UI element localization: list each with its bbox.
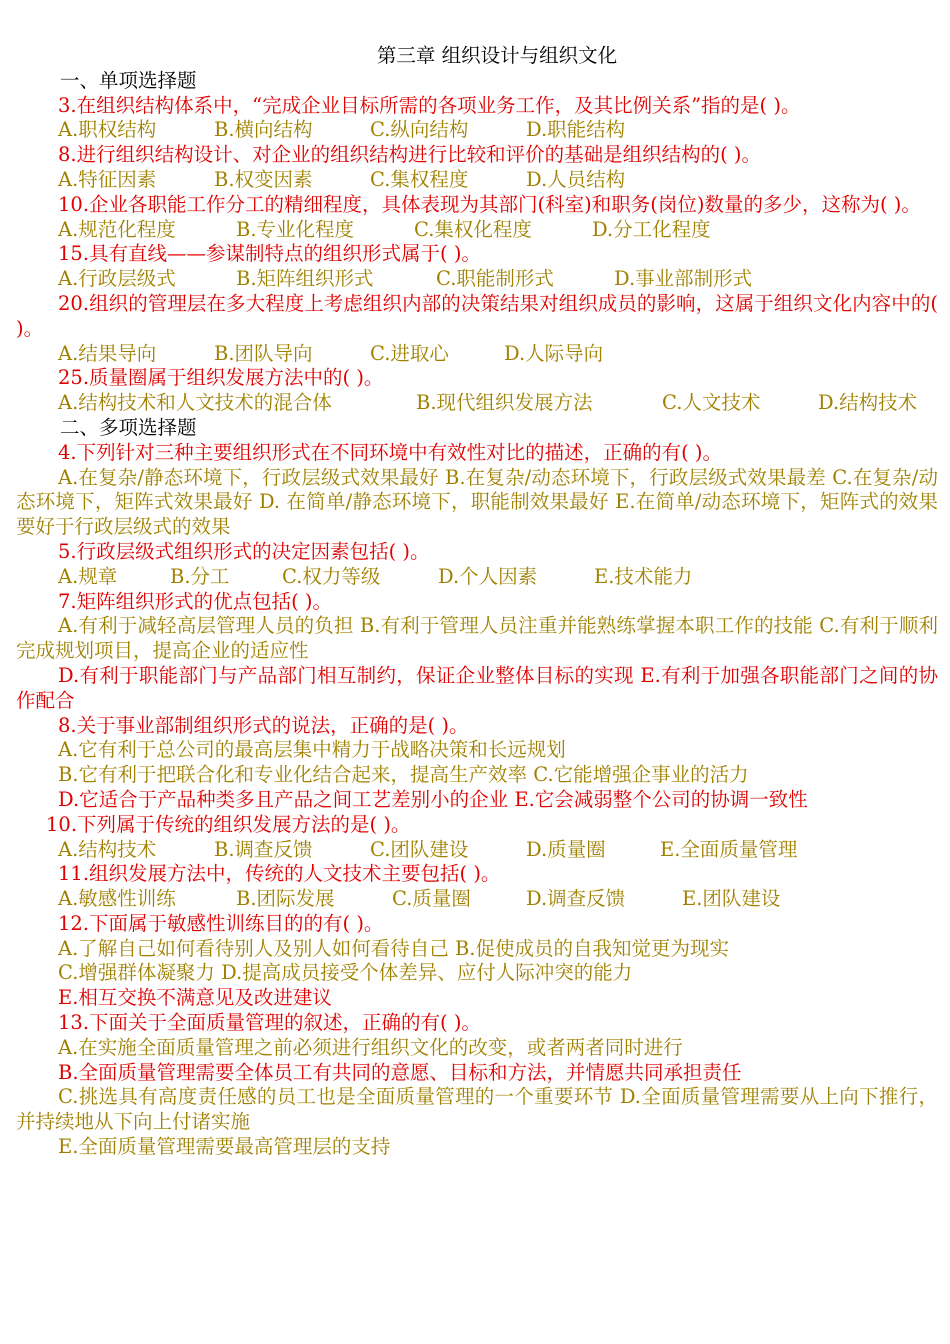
option: A.结构技术	[58, 837, 157, 861]
question-m7: 7.矩阵组织形式的优点包括( )。	[58, 589, 333, 613]
option-m13-e: E.全面质量管理需要最高管理层的支持	[58, 1135, 391, 1159]
option: D.职能结构	[526, 118, 626, 142]
question-20: 20.组织的管理层在多大程度上考虑组织内部的决策结果对组织成员的影响，这属于组织文化内容中的( )。	[16, 291, 938, 340]
option: A.结果导向	[58, 341, 157, 365]
question-15: 15.具有直线——参谋制特点的组织形式属于( )。	[58, 242, 481, 266]
exam-page	[16, 44, 938, 1160]
option: E.团队建设	[682, 887, 781, 911]
option-m12-e: E.相互交换不满意见及改进建议	[58, 986, 332, 1010]
question-m11: 11.组织发展方法中，传统的人文技术主要包括( )。	[58, 862, 501, 886]
option: D.人际导向	[504, 341, 604, 365]
options-25	[16, 391, 938, 416]
options-20	[16, 342, 938, 367]
options-m13-cd: C.挑选具有高度责任感的员工也是全面质量管理的一个重要环节 D.全面质量管理需要从上向下推行，并持续地从下向上付诸实施	[16, 1085, 938, 1134]
option: B.调查反馈	[214, 837, 313, 861]
option-m13-b: B.全面质量管理需要全体员工有共同的意愿、目标和方法，并情愿共同承担责任	[58, 1060, 742, 1084]
section-heading-single: 一、单项选择题	[60, 68, 197, 92]
option: C.质量圈	[392, 887, 471, 911]
option: A.结构技术和人文技术的混合体	[58, 391, 332, 415]
option: B.权变因素	[214, 167, 313, 191]
question-m13: 13.下面关于全面质量管理的叙述，正确的有( )。	[58, 1011, 481, 1035]
option: E.技术能力	[594, 564, 693, 588]
option: A.特征因素	[58, 167, 157, 191]
option: D.个人因素	[438, 564, 538, 588]
option: C.集权化程度	[414, 217, 532, 241]
options-m7-abc: A.有利于减轻高层管理人员的负担 B.有利于管理人员注重并能熟练掌握本职工作的技能 C.有利于顺利完成规划项目，提高企业的适应性	[16, 614, 938, 663]
option: B.现代组织发展方法	[416, 391, 593, 415]
option: B.分工	[170, 564, 230, 588]
option: D.分工化程度	[592, 217, 711, 241]
option: C.职能制形式	[436, 267, 554, 291]
option: C.人文技术	[662, 391, 761, 415]
options-8	[16, 168, 938, 193]
option: D.人员结构	[526, 167, 626, 191]
option: A.规范化程度	[58, 217, 176, 241]
question-m12: 12.下面属于敏感性训练目的的有( )。	[58, 911, 384, 935]
option: B.横向结构	[214, 118, 313, 142]
page-title: 第三章 组织设计与组织文化	[376, 44, 618, 67]
option: D.调查反馈	[526, 887, 626, 911]
option: C.集权程度	[370, 167, 469, 191]
option: A.规章	[58, 564, 118, 588]
option: C.权力等级	[282, 564, 381, 588]
option: B.专业化程度	[236, 217, 355, 241]
question-3: 3.在组织结构体系中，“完成企业目标所需的各项业务工作，及其比例关系”指的是( )。	[58, 93, 801, 117]
options-m4: A.在复杂/静态环境下，行政层级式效果最好 B.在复杂/动态环境下，行政层级式效果最差 C.在复杂/动态环境下，矩阵式效果最好 D. 在简单/静态环境下，职能制效果最好 E.在简单/动态环境下，矩阵式的效果要好于行政层级式的效果	[16, 465, 938, 539]
option-m13-a: A.在实施全面质量管理之前必须进行组织文化的改变，或者两者同时进行	[58, 1035, 683, 1059]
option: D.事业部制形式	[614, 267, 753, 291]
options-m11	[16, 887, 938, 912]
option: B.团队导向	[214, 341, 313, 365]
section-heading-multi: 二、多项选择题	[60, 415, 197, 439]
options-3	[16, 118, 938, 143]
option: B.矩阵组织形式	[236, 267, 374, 291]
options-m5	[16, 565, 938, 590]
option: C.纵向结构	[370, 118, 469, 142]
question-m10: 10.下列属于传统的组织发展方法的是( )。	[46, 812, 411, 836]
options-m7-de: D.有利于职能部门与产品部门相互制约，保证企业整体目标的实现 E.有利于加强各职能部门之间的协作配合	[16, 663, 938, 712]
question-8: 8.进行组织结构设计、对企业的组织结构进行比较和评价的基础是组织结构的( )。	[58, 143, 762, 167]
options-15	[16, 267, 938, 292]
option: E.全面质量管理	[660, 837, 798, 861]
option: D.质量圈	[526, 837, 606, 861]
option: C.进取心	[370, 341, 449, 365]
question-m8: 8.关于事业部制组织形式的说法，正确的是( )。	[58, 713, 469, 737]
option: A.职权结构	[58, 118, 157, 142]
option: D.结构技术	[818, 391, 918, 415]
option: A.行政层级式	[58, 267, 176, 291]
options-m8-de: D.它适合于产品种类多且产品之间工艺差别小的企业 E.它会减弱整个公司的协调一致性	[58, 787, 808, 811]
question-10: 10.企业各职能工作分工的精细程度，具体表现为其部门(科室)和职务(岗位)数量的多少，这称为( )。	[58, 192, 921, 216]
options-10	[16, 218, 938, 243]
option: C.团队建设	[370, 837, 469, 861]
question-25: 25.质量圈属于组织发展方法中的( )。	[58, 366, 384, 390]
option: A.敏感性训练	[58, 887, 176, 911]
option: B.团际发展	[236, 887, 335, 911]
question-m5: 5.行政层级式组织形式的决定因素包括( )。	[58, 539, 430, 563]
question-m4: 4.下列针对三种主要组织形式在不同环境中有效性对比的描述，正确的有( )。	[58, 440, 723, 464]
options-m12-cd: C.增强群体凝聚力 D.提高成员接受个体差异、应付人际冲突的能力	[58, 961, 633, 985]
options-m8-bc: B.它有利于把联合化和专业化结合起来，提高生产效率 C.它能增强企事业的活力	[58, 763, 749, 787]
option-m8-a: A.它有利于总公司的最高层集中精力于战略决策和长远规划	[58, 738, 566, 762]
options-m12-ab: A.了解自己如何看待别人及别人如何看待自己 B.促使成员的自我知觉更为现实	[58, 936, 730, 960]
options-m10	[16, 838, 938, 863]
